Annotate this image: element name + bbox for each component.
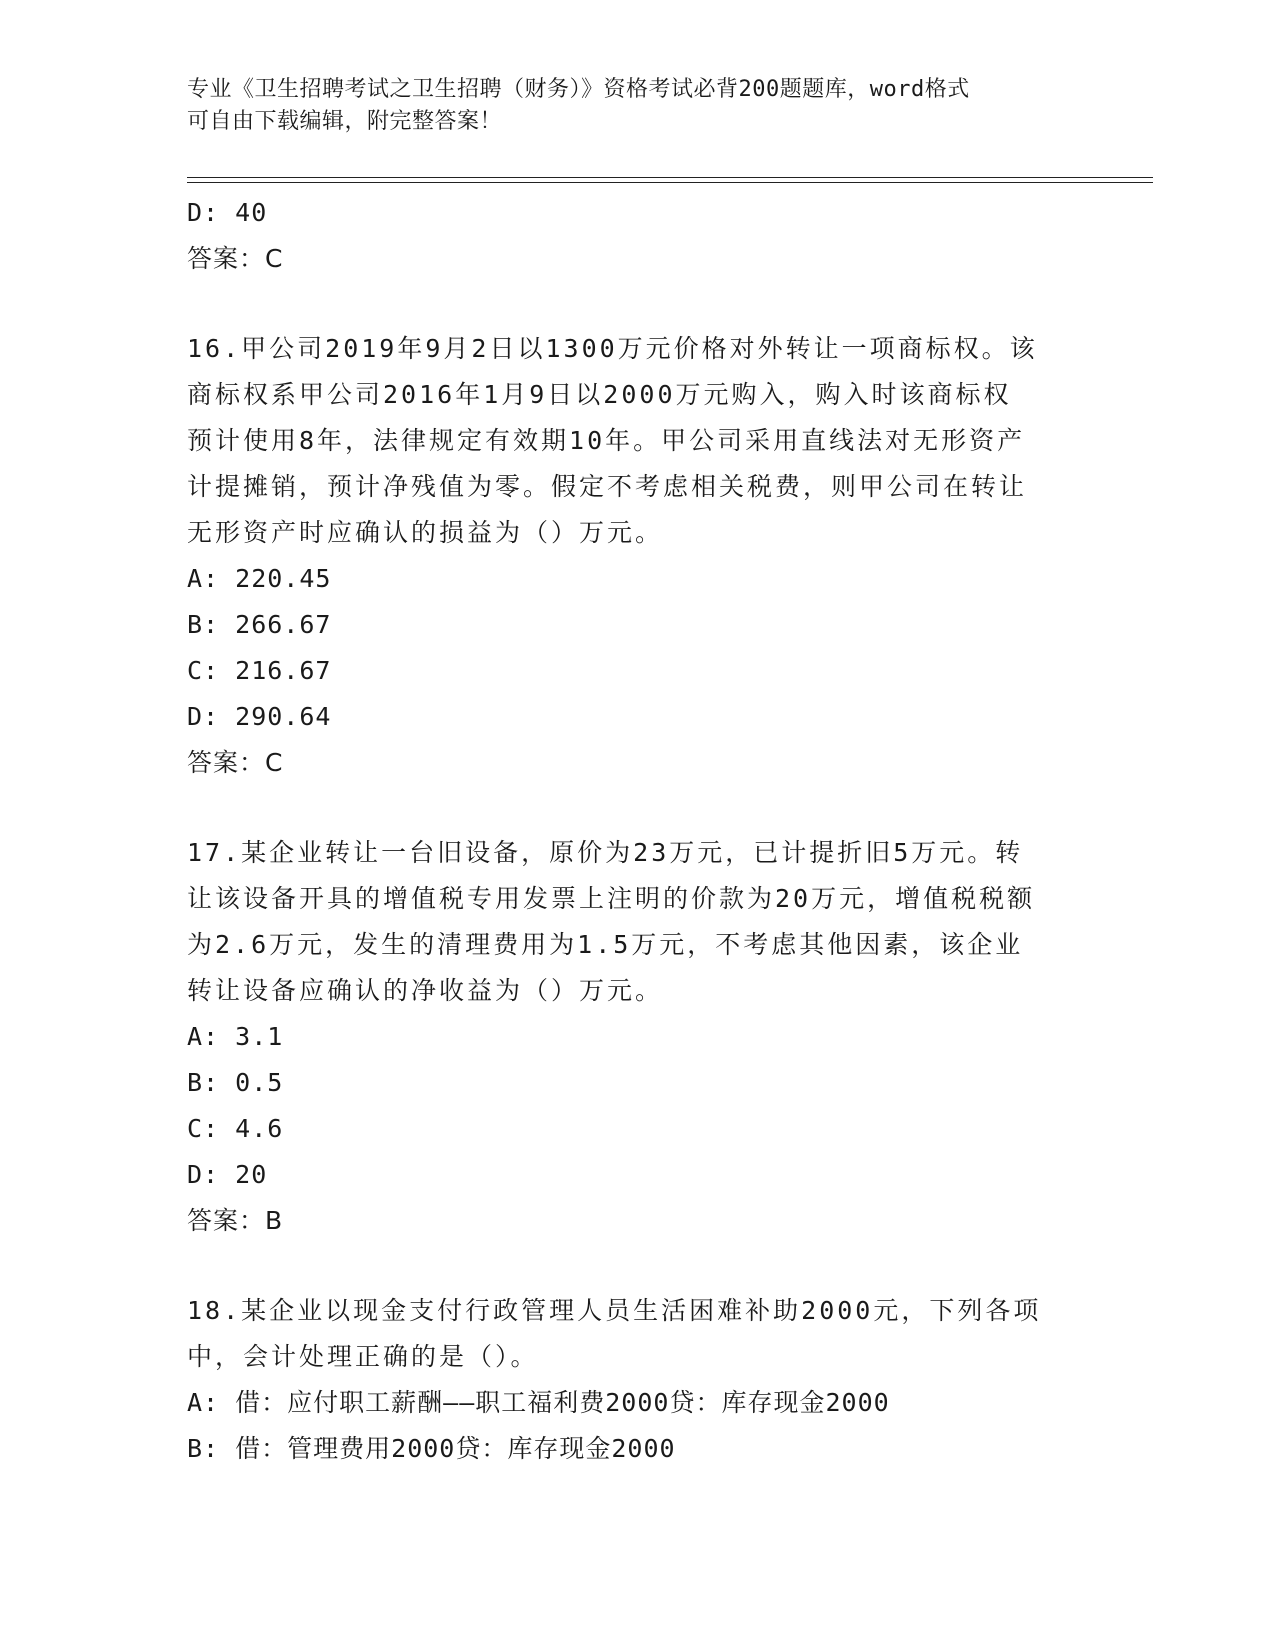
option-c: C: 216.67 [187, 656, 332, 685]
option-c: C: 4.6 [187, 1114, 284, 1143]
option-b: B: 借：管理费用2000贷：库存现金2000 [187, 1434, 676, 1463]
answer: 答案：C [187, 244, 284, 273]
question-text-line: 预计使用8年，法律规定有效期10年。甲公司采用直线法对无形资产 [187, 426, 1026, 455]
question-text-line: 为2.6万元，发生的清理费用为1.5万元，不考虑其他因素，该企业 [187, 930, 1024, 959]
option-b: B: 0.5 [187, 1068, 284, 1097]
question-text-line: 18.某企业以现金支付行政管理人员生活困难补助2000元，下列各项 [187, 1296, 1042, 1325]
question-text-line: 商标权系甲公司2016年1月9日以2000万元购入，购入时该商标权 [187, 380, 1012, 409]
spacer [187, 1244, 1087, 1288]
question-text-line: 无形资产时应确认的损益为（）万元。 [187, 518, 664, 547]
question-list [187, 190, 1087, 1472]
question-text-line: 17.某企业转让一台旧设备，原价为23万元，已计提折旧5万元。转 [187, 838, 1024, 867]
header-divider-top [187, 177, 1153, 178]
header-divider-bottom [187, 182, 1153, 183]
answer: 答案：C [187, 748, 284, 777]
option-d: D: 290.64 [187, 702, 332, 731]
option-a: A: 借：应付职工薪酬——职工福利费2000贷：库存现金2000 [187, 1388, 890, 1417]
option-a: A: 220.45 [187, 564, 332, 593]
header-line-2: 可自由下载编辑，附完整答案！ [187, 109, 503, 134]
question-text-line: 中，会计处理正确的是（）。 [187, 1342, 539, 1371]
question-18 [187, 1288, 1087, 1472]
option-b: B: 266.67 [187, 610, 332, 639]
question-17 [187, 830, 1087, 1244]
spacer [187, 786, 1087, 830]
answer: 答案：B [187, 1206, 284, 1235]
question-text-line: 16.甲公司2019年9月2日以1300万元价格对外转让一项商标权。该 [187, 334, 1038, 363]
question-text-line: 让该设备开具的增值税专用发票上注明的价款为20万元，增值税税额 [187, 884, 1036, 913]
spacer [187, 282, 1087, 326]
option-d: D: 20 [187, 1160, 268, 1189]
option-a: A: 3.1 [187, 1022, 284, 1051]
question-text-line: 计提摊销，预计净残值为零。假定不考虑相关税费，则甲公司在转让 [187, 472, 1028, 501]
option-d: D: 40 [187, 198, 268, 227]
question-16 [187, 326, 1087, 786]
question-text-line: 转让设备应确认的净收益为（）万元。 [187, 976, 664, 1005]
document-header [187, 74, 1087, 138]
header-line-1: 专业《卫生招聘考试之卫生招聘（财务）》资格考试必背200题题库，word格式 [187, 77, 970, 102]
